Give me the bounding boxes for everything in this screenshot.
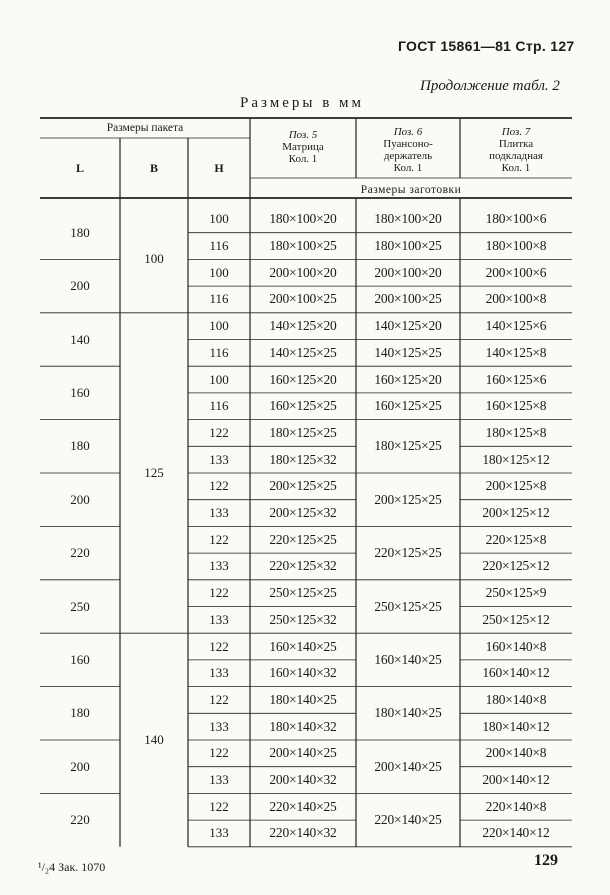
cell-plate-size: 140×125×8 — [485, 344, 547, 360]
cell-matrix-size: 180×140×25 — [269, 691, 337, 707]
pos7-name-1: Плитка — [498, 138, 534, 150]
cell-H-value: 100 — [209, 264, 229, 280]
cell-punch-holder-size: 180×140×25 — [374, 705, 442, 721]
cell-H-value: 116 — [209, 238, 229, 254]
pos7-header — [460, 126, 572, 174]
cell-plate-size: 160×140×8 — [485, 638, 547, 654]
cell-L-value: 180 — [70, 438, 90, 454]
cell-matrix-size: 200×140×25 — [269, 745, 337, 761]
pos6-qty: Кол. 1 — [393, 162, 423, 174]
cell-plate-size: 220×125×12 — [482, 558, 550, 574]
cell-L-value: 160 — [70, 384, 90, 400]
cell-H-value: 133 — [209, 772, 229, 788]
cell-H-value: 133 — [209, 825, 229, 841]
cell-matrix-size: 160×125×25 — [269, 398, 337, 414]
cell-B-value: 125 — [144, 465, 164, 480]
cell-punch-holder-size: 200×125×25 — [374, 491, 442, 507]
cell-H-value: 122 — [209, 638, 229, 654]
cell-H-value: 122 — [209, 531, 229, 547]
cell-matrix-size: 180×100×25 — [269, 238, 337, 254]
cell-punch-holder-size: 180×100×25 — [374, 238, 442, 254]
cell-H-value: 133 — [209, 611, 229, 627]
pos6-name-1: Пуансоно- — [383, 138, 433, 150]
cell-H-value: 100 — [209, 211, 229, 227]
cell-L-value: 250 — [70, 598, 90, 614]
cell-L-value: 140 — [70, 331, 90, 347]
cell-H-value: 116 — [209, 291, 229, 307]
pos5-name: Матрица — [282, 141, 324, 153]
cell-punch-holder-size: 250×125×25 — [374, 598, 442, 614]
cell-matrix-size: 140×125×20 — [269, 318, 337, 334]
cell-L-value: 200 — [70, 278, 90, 294]
cell-matrix-size: 250×125×32 — [269, 611, 337, 627]
cell-H-value: 122 — [209, 798, 229, 814]
cell-H-value: 122 — [209, 585, 229, 601]
cell-punch-holder-size: 220×140×25 — [374, 812, 442, 828]
cell-matrix-size: 160×140×25 — [269, 638, 337, 654]
cell-plate-size: 200×140×8 — [485, 745, 547, 761]
cell-plate-size: 160×140×12 — [482, 665, 550, 681]
footer-order-number: ¹/₂4 Зак. 1070 — [38, 860, 106, 874]
cell-L-value: 200 — [70, 758, 90, 774]
cell-matrix-size: 160×125×20 — [269, 371, 337, 387]
cell-H-value: 100 — [209, 371, 229, 387]
cell-plate-size: 180×140×12 — [482, 718, 550, 734]
cell-matrix-size: 220×140×25 — [269, 798, 337, 814]
cell-matrix-size: 200×140×32 — [269, 772, 337, 788]
units-caption: Размеры в мм — [240, 95, 365, 111]
cell-matrix-size: 200×100×25 — [269, 291, 337, 307]
cell-punch-holder-size: 200×140×25 — [374, 758, 442, 774]
cell-punch-holder-size: 220×125×25 — [374, 545, 442, 561]
cell-plate-size: 200×125×12 — [482, 505, 550, 521]
cell-H-value: 122 — [209, 745, 229, 761]
cell-B-value: 140 — [144, 732, 164, 747]
table-continuation-label: Продолжение табл. 2 — [420, 78, 560, 94]
cell-plate-size: 200×100×6 — [485, 264, 547, 280]
cell-H-value: 116 — [209, 398, 229, 414]
cell-H-value: 133 — [209, 718, 229, 734]
cell-matrix-size: 250×125×25 — [269, 585, 337, 601]
cell-punch-holder-size: 180×125×25 — [374, 438, 442, 454]
cell-plate-size: 180×140×8 — [485, 691, 547, 707]
cell-plate-size: 180×100×8 — [485, 238, 547, 254]
pos7-qty: Кол. 1 — [501, 162, 531, 174]
cell-punch-holder-size: 140×125×25 — [374, 344, 442, 360]
cell-L-value: 180 — [70, 705, 90, 721]
cell-matrix-size: 220×140×32 — [269, 825, 337, 841]
cell-matrix-size: 200×125×32 — [269, 505, 337, 521]
col-L-header: L — [75, 161, 84, 175]
cell-punch-holder-size: 160×125×25 — [374, 398, 442, 414]
pos7-name-2: подкладная — [489, 150, 543, 162]
cell-punch-holder-size: 160×125×20 — [374, 371, 442, 387]
cell-L-value: 220 — [70, 812, 90, 828]
pos7-number: Поз. 7 — [501, 126, 531, 138]
cell-plate-size: 180×125×8 — [485, 424, 547, 440]
standard-header: ГОСТ 15861—81 Стр. 127 — [398, 38, 575, 54]
cell-B-value: 100 — [144, 251, 164, 267]
cell-H-value: 100 — [209, 318, 229, 334]
cell-punch-holder-size: 160×140×25 — [374, 651, 442, 667]
cell-punch-holder-size: 140×125×20 — [374, 318, 442, 334]
cell-plate-size: 200×100×8 — [485, 291, 547, 307]
cell-plate-size: 160×125×6 — [485, 371, 547, 387]
blank-sizes-header: Размеры заготовки — [360, 184, 462, 196]
cell-H-value: 122 — [209, 691, 229, 707]
cell-plate-size: 180×125×12 — [482, 451, 550, 467]
cell-L-value: 220 — [70, 545, 90, 561]
col-B-header: B — [149, 161, 158, 175]
cell-punch-holder-size: 200×100×25 — [374, 291, 442, 307]
cell-H-value: 133 — [209, 505, 229, 521]
cell-plate-size: 250×125×9 — [485, 585, 547, 601]
cell-matrix-size: 200×100×20 — [269, 264, 337, 280]
cell-H-value: 122 — [209, 424, 229, 440]
cell-punch-holder-size: 180×100×20 — [374, 211, 442, 227]
cell-plate-size: 220×140×12 — [482, 825, 550, 841]
cell-L-value: 180 — [70, 224, 90, 240]
cell-plate-size: 160×125×8 — [485, 398, 547, 414]
cell-plate-size: 200×140×12 — [482, 772, 550, 788]
pos6-name-2: держатель — [383, 150, 433, 162]
cell-matrix-size: 180×100×20 — [269, 211, 337, 227]
cell-matrix-size: 140×125×25 — [269, 344, 337, 360]
cell-plate-size: 200×125×8 — [485, 478, 547, 494]
cell-plate-size: 180×100×6 — [485, 211, 547, 227]
cell-L-value: 200 — [70, 491, 90, 507]
cell-H-value: 133 — [209, 558, 229, 574]
cell-H-value: 133 — [209, 665, 229, 681]
cell-L-value: 160 — [70, 651, 90, 667]
cell-matrix-size: 180×125×32 — [269, 451, 337, 467]
cell-matrix-size: 160×140×32 — [269, 665, 337, 681]
cell-plate-size: 220×125×8 — [485, 531, 547, 547]
pos6-header — [356, 126, 460, 174]
cell-punch-holder-size: 200×100×20 — [374, 264, 442, 280]
cell-plate-size: 250×125×12 — [482, 611, 550, 627]
page-number: 129 — [534, 852, 558, 869]
cell-H-value: 116 — [209, 344, 229, 360]
cell-plate-size: 220×140×8 — [485, 798, 547, 814]
pos6-number: Поз. 6 — [393, 126, 423, 138]
package-sizes-header: Размеры пакета — [106, 122, 184, 134]
cell-matrix-size: 220×125×25 — [269, 531, 337, 547]
pos5-qty: Кол. 1 — [288, 153, 318, 165]
pos5-number: Поз. 5 — [288, 129, 318, 141]
cell-H-value: 133 — [209, 451, 229, 467]
cell-plate-size: 140×125×6 — [485, 318, 547, 334]
col-H-header: H — [214, 161, 224, 175]
cell-H-value: 122 — [209, 478, 229, 494]
cell-matrix-size: 200×125×25 — [269, 478, 337, 494]
cell-matrix-size: 220×125×32 — [269, 558, 337, 574]
cell-matrix-size: 180×125×25 — [269, 424, 337, 440]
cell-matrix-size: 180×140×32 — [269, 718, 337, 734]
pos5-header — [250, 129, 356, 165]
